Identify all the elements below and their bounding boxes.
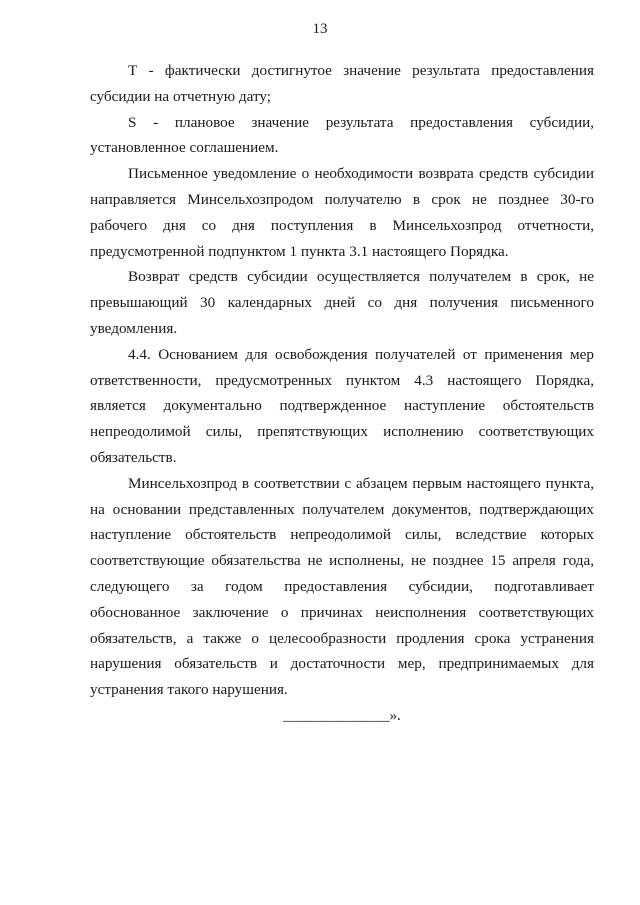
- paragraph-refund-term: Возврат средств субсидии осуществляется получателем в срок, не превышающий 30 календарных дней со дня получения письменного уведомления.: [90, 268, 594, 337]
- paragraph-t-definition: Т - фактически достигнутое значение результата предоставления субсидии на отчетную дату;: [90, 62, 594, 105]
- paragraph-4-4-force-majeure: 4.4. Основанием для освобождения получателей от применения мер ответственности, предусмотренных пунктом 4.3 настоящего Порядка, является документально подтвержденное наступление обстоятельств непреодолимой силы, препятствующих исполнению соответствующих обязательств.: [90, 345, 594, 466]
- paragraph-s-definition: S - плановое значение результата предоставления субсидии, установленное соглашением.: [90, 113, 594, 157]
- paragraph-written-notice: Письменное уведомление о необходимости возврата средств субсидии направляется Минсельхозпродом получателю в срок не позднее 30-го рабочего дня со дня поступления в Минсельхозпрод отчетности, предусмотренной подпунктом 1 пункта 3.1 настоящего Порядка.: [90, 165, 594, 260]
- paragraph-ministry-conclusion: Минсельхозпрод в соответствии с абзацем первым настоящего пункта, на основании представленных получателем документов, подтверждающих наступление обстоятельств непреодолимой силы, вследствие которых соответствующие обязательства не исполнены, не позднее 15 апреля года, следующего за годом предоставления субсидии, подготавливает обоснованное заключение о причинах неисполнения соответствующих обязательств, а также о целесообразности продления срока устранения нарушения обязательств и достаточности мер, предпринимаемых для устранения такого нарушения.: [90, 474, 594, 699]
- document-body: [90, 58, 594, 729]
- signoff-line: ______________».: [283, 706, 401, 724]
- page-number: 13: [312, 21, 328, 37]
